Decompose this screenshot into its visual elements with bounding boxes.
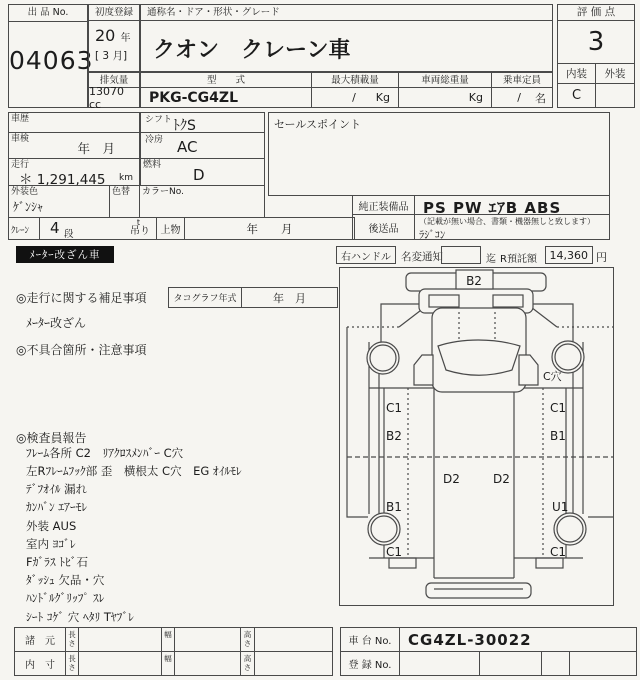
mark-bed-2: D2: [493, 472, 510, 486]
inspector-line: ﾃﾞﾌｵｲﾙ 漏れ: [26, 482, 88, 496]
until-label: 迄: [486, 254, 496, 265]
mark-left-4: C1: [386, 545, 403, 559]
vehicle-name-value: クオン クレーン車: [140, 20, 553, 72]
cooling-value: AC: [177, 138, 198, 156]
color-no-cell: [139, 185, 265, 218]
fuel-label: 燃料: [143, 160, 162, 170]
exterior-color-label: 外装色: [11, 187, 39, 197]
inspector-line: 室内 ﾖｺﾞﾚ: [26, 537, 76, 551]
crane-lift-label: 吊り: [130, 226, 150, 237]
shift-label: シフト: [145, 115, 173, 125]
mark-right-2: B1: [550, 429, 566, 443]
inspector-line: ﾀﾞｯｼｭ 欠品・穴: [26, 573, 105, 587]
dims-height-label: 高さ: [240, 627, 255, 652]
model-code-value: PKG-CG4ZL: [140, 87, 312, 108]
seating-capacity-label: 乗車定員: [491, 72, 553, 88]
inner-length-label: 長さ: [65, 651, 79, 676]
mileage-unit: km: [119, 173, 133, 183]
score-label: 評 価 点: [557, 4, 635, 21]
inspection-value: 年 月: [77, 141, 115, 156]
name-change-label: 名変通知: [401, 251, 443, 263]
capacity-slash: /: [517, 91, 521, 104]
crane-stages: 4: [50, 219, 60, 237]
exterior-label: 外装: [595, 63, 635, 84]
dims-width-label: 幅: [161, 627, 175, 652]
meter-tamper-badge: ﾒｰﾀｰ改ざん車: [16, 246, 114, 263]
color-no-label: カラーNo.: [142, 187, 184, 197]
history-label: 車歴: [11, 114, 30, 124]
inspector-report-title: ◎検査員報告: [16, 431, 87, 445]
max-payload-value: [311, 87, 399, 108]
crane-stages-unit: 段: [64, 229, 74, 240]
dimensions-label: 諸 元: [14, 627, 66, 652]
crane-cell: [8, 217, 40, 240]
inner-dimensions-label: 内 寸: [14, 651, 66, 676]
crane-label: ｸﾚｰﾝ: [11, 226, 30, 236]
chassis-no-label: 車 台 No.: [340, 627, 400, 652]
tachograph-value: 年 月: [241, 287, 338, 308]
registration-no-label: 登 録 No.: [340, 651, 400, 676]
mark-right-3: U1: [552, 500, 569, 514]
name-change-box: [441, 246, 481, 264]
mark-right-1: C1: [550, 401, 567, 415]
interior-grade: C: [557, 83, 596, 108]
score-value: 3: [557, 20, 635, 64]
later-items-label: 後送品: [352, 214, 415, 240]
seating-capacity-value: [491, 87, 553, 108]
registration-no-cell-3: [541, 651, 570, 676]
first-registration-label: 初度登録: [88, 4, 140, 21]
mileage-cell: [8, 158, 140, 186]
dims-length-value: [78, 627, 162, 652]
fuel-value: D: [193, 166, 205, 184]
tachograph-label: タコグラフ年式: [168, 287, 242, 308]
inspector-line: ｶﾝﾊﾞﾝ ｴｱｰﾓﾚ: [26, 500, 88, 514]
later-items-value: ﾗｼﾞｺﾝ: [419, 229, 446, 241]
mark-right-front-hole: C穴: [543, 370, 562, 383]
mileage-value: ＊ 1,291,445: [19, 172, 106, 188]
mark-left-1: C1: [386, 401, 403, 415]
mileage-label: 走行: [11, 160, 30, 170]
chassis-no-value: CG4ZL-30022: [399, 627, 637, 652]
registration-no-cell-4: [569, 651, 637, 676]
fuel-cell: [140, 158, 265, 186]
repaint-label: 色替: [112, 187, 131, 197]
mark-bed-1: D2: [443, 472, 460, 486]
dims-width-value: [174, 627, 241, 652]
defects-title: ◎不具合箇所・注意事項: [16, 343, 147, 357]
capacity-unit: 名: [535, 91, 546, 105]
cooling-label: 冷房: [145, 135, 164, 145]
interior-label: 内装: [557, 63, 596, 84]
inspector-line: ｼｰﾄ ｺｹﾞ 穴 ﾍﾀﾘ Tﾔﾌﾞﾚ: [26, 610, 134, 624]
registration-no-cell-2: [479, 651, 542, 676]
deposit-unit: 円: [596, 251, 607, 264]
inner-height-label: 高さ: [240, 651, 255, 676]
body-equipment-label: 上物: [156, 217, 185, 240]
inspector-line: Fｶﾞﾗｽ ﾄﾋﾞ石: [26, 555, 89, 569]
registration-no-cell-1: [399, 651, 480, 676]
inner-length-value: [78, 651, 162, 676]
shift-value: ﾄｸS: [173, 118, 196, 134]
meter-tamper-note: ﾒｰﾀｰ改ざん: [26, 316, 87, 330]
crane-lift-ton: t: [136, 218, 140, 227]
gross-weight-label: 車両総重量: [398, 72, 492, 88]
gross-weight-value: Kg: [398, 87, 492, 108]
lot-box: [8, 4, 94, 108]
lot-number: 04063: [9, 46, 94, 75]
body-equipment-value: 年 月: [184, 217, 355, 240]
lot-label: 出 品 No.: [9, 5, 87, 22]
mileage-note-title: ◎走行に関する補足事項: [16, 291, 147, 305]
first-reg-month: [ 3 月]: [95, 50, 128, 62]
deposit-label: R預託額: [500, 254, 537, 265]
crane-value-cell: [39, 217, 157, 240]
truck-top-view: [340, 268, 613, 605]
displacement-value: 13070 cc: [88, 87, 140, 108]
cooling-cell: [140, 132, 265, 159]
inner-height-value: [254, 651, 333, 676]
rhd-badge: 右ハンドル: [336, 246, 396, 264]
inspection-cell: [8, 132, 140, 159]
inner-width-value: [174, 651, 241, 676]
mark-right-4: C1: [550, 545, 567, 559]
vehicle-diagram-box: [339, 267, 614, 606]
exterior-color-value: ｹﾞﾝｼｬ: [13, 200, 44, 214]
exterior-grade: [595, 83, 635, 108]
sales-point-box: [268, 112, 610, 196]
mark-left-2: B2: [386, 429, 402, 443]
first-reg-year: 20: [95, 26, 116, 45]
inspector-line: 左Rﾌﾚｰﾑﾌｯｸ部 歪 横根太 C穴 EG ｵｲﾙﾓﾚ: [26, 464, 242, 478]
mark-left-3: B1: [386, 500, 402, 514]
inspector-line: 外装 AUS: [26, 519, 77, 533]
repaint-cell: [109, 185, 140, 218]
displacement-label: 排気量: [88, 72, 140, 88]
payload-unit: Kg: [375, 91, 390, 104]
genuine-equipment-value: PS PW ｴｱB ABS: [414, 195, 610, 215]
later-items-cell: [414, 214, 610, 240]
inspector-line: ﾌﾚｰﾑ各所 C2 ﾘｱｸﾛｽﾒﾝﾊﾞｰ C穴: [26, 446, 184, 460]
first-reg-year-unit: 年: [120, 33, 131, 44]
genuine-equipment-label: 純正装備品: [352, 195, 415, 215]
inspection-label: 車検: [11, 134, 30, 144]
model-code-label: 型 式: [140, 72, 312, 88]
payload-slash: /: [352, 91, 356, 104]
exterior-color-cell: [8, 185, 110, 218]
later-items-note: （記載が無い場合、書類・機器無しと致します）: [419, 217, 595, 226]
shift-cell: [140, 112, 265, 133]
sales-point-label: セールスポイント: [274, 118, 362, 131]
mark-front-bumper: B2: [466, 274, 482, 288]
dims-height-value: [254, 627, 333, 652]
history-cell: [8, 112, 140, 133]
inspector-line: ﾊﾝﾄﾞﾙｸﾞﾘｯﾌﾟ ｽﾚ: [26, 591, 105, 605]
deposit-value: 14,360: [545, 246, 593, 264]
inner-width-label: 幅: [161, 651, 175, 676]
first-registration-value: [88, 20, 140, 72]
dims-length-label: 長さ: [65, 627, 79, 652]
max-payload-label: 最大積載量: [311, 72, 399, 88]
vehicle-name-label: 通称名・ドア・形状・グレード: [140, 4, 553, 21]
